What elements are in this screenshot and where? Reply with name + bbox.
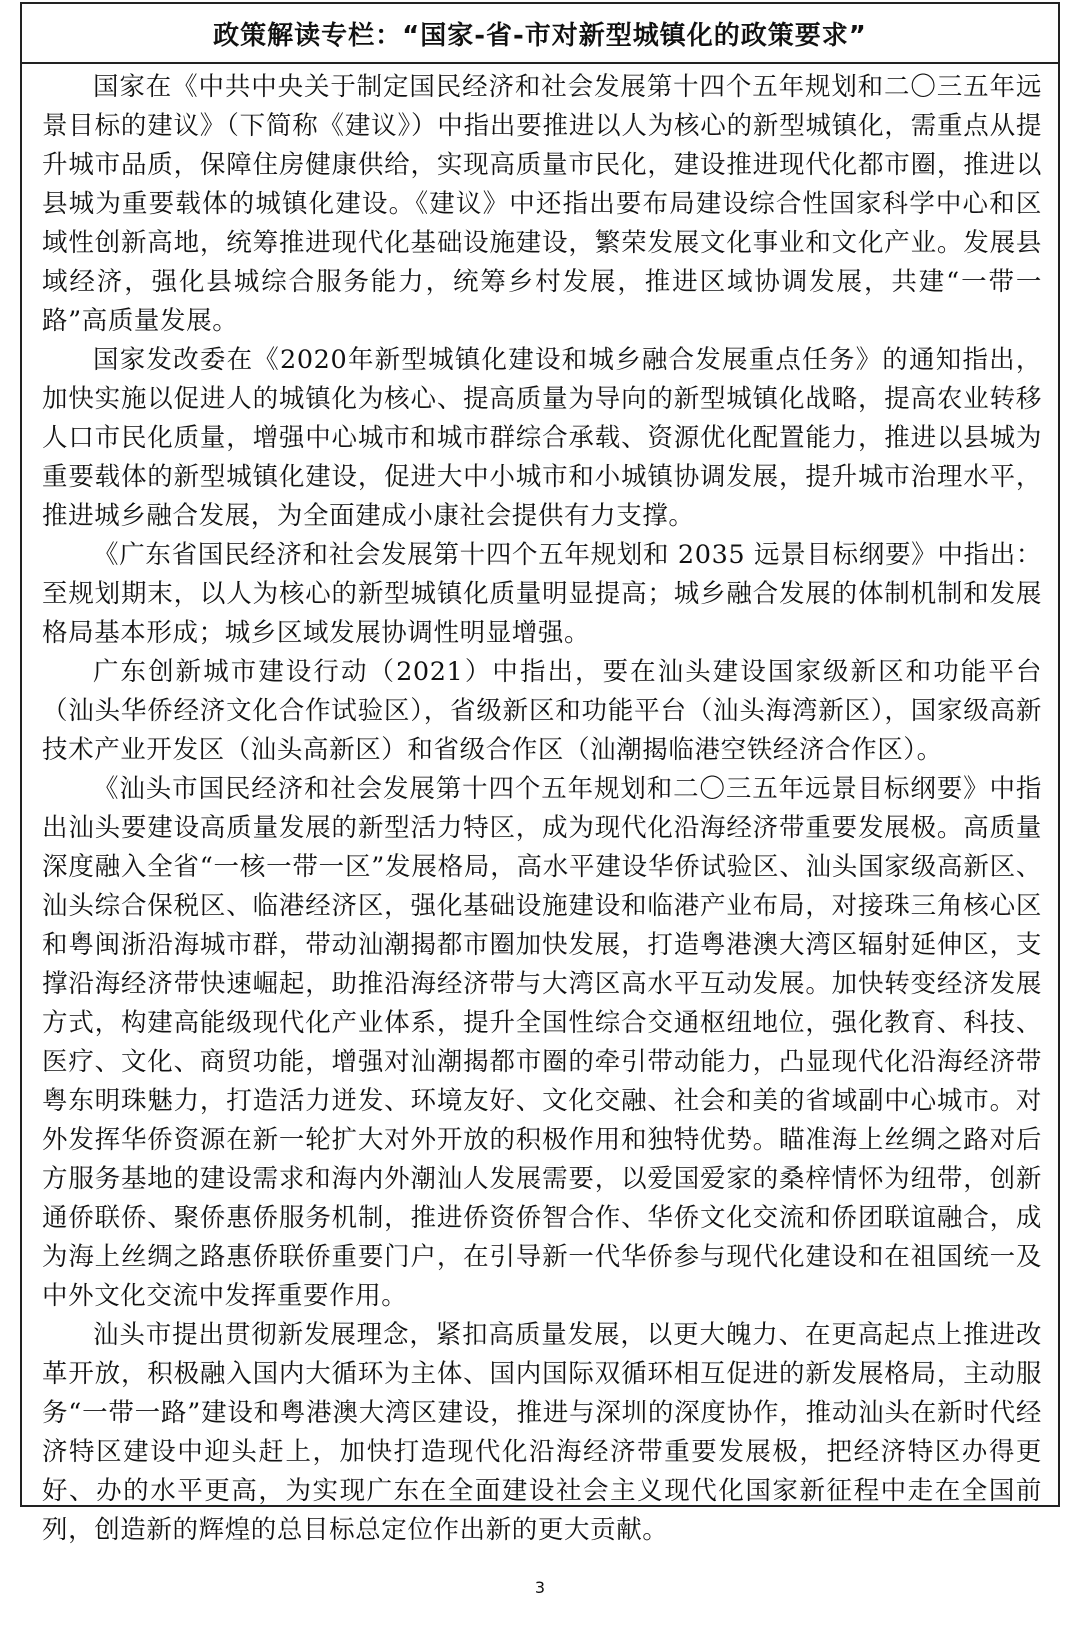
- paragraph-ndrc-notice: 国家发改委在《2020年新型城镇化建设和城乡融合发展重点任务》的通知指出，加快实施以促进人的城镇化为核心、提高质量为导向的新型城镇化战略，提高农业转移人口市民化质量，增强中心城市和城市群综合承载、资源优化配置能力，推进以县城为重要载体的新型城镇化建设，促进大中小城市和小城镇协调发展，提升城市治理水平，推进城乡融合发展，为全面建成小康社会提供有力支撑。: [42, 345, 1042, 531]
- paragraph-shantou-outline: 《汕头市国民经济和社会发展第十四个五年规划和二〇三五年远景目标纲要》中指出汕头要建设高质量发展的新型活力特区，成为现代化沿海经济带重要发展极。高质量深度融入全省“一核一带一区”发展格局，高水平建设华侨试验区、汕头国家级高新区、汕头综合保税区、临港经济区，强化基础设施建设和临港产业布局，对接珠三角核心区和粤闽浙沿海城市群，带动汕潮揭都市圈加快发展，打造粤港澳大湾区辐射延伸区，支撑沿海经济带快速崛起，助推沿海经济带与大湾区高水平互动发展。加快转变经济发展方式，构建高能级现代化产业体系，提升全国性综合交通枢纽地位，强化教育、科技、医疗、文化、商贸功能，增强对汕潮揭都市圈的牵引带动能力，凸显现代化沿海经济带粤东明珠魅力，打造活力迸发、环境友好、文化交融、社会和美的省域副中心城市。对外发挥华侨资源在新一轮扩大对外开放的积极作用和独特优势。瞄准海上丝绸之路对后方服务基地的建设需求和海内外潮汕人发展需要，以爱国爱家的桑梓情怀为纽带，创新通侨联侨、聚侨惠侨服务机制，推进侨资侨智合作、华侨文化交流和侨团联谊融合，成为海上丝绸之路惠侨联侨重要门户，在引导新一代华侨参与现代化建设和在祖国统一及中外文化交流中发挥重要作用。: [42, 774, 1042, 1311]
- paragraph-national-proposal: 国家在《中共中央关于制定国民经济和社会发展第十四个五年规划和二〇三五年远景目标的建议》（下简称《建议》）中指出要推进以人为核心的新型城镇化，需重点从提升城市品质，保障住房健康供给，实现高质量市民化，建设推进现代化都市圈，推进以县城为重要载体的城镇化建设。《建议》中还指出要布局建设综合性国家科学中心和区域性创新高地，统筹推进现代化基础设施建设，繁荣发展文化事业和文化产业。发展县域经济，强化县城综合服务能力，统筹乡村发展，推进区域协调发展，共建“一带一路”高质量发展。: [42, 72, 1042, 336]
- paragraph-guangdong-innovation-city: 广东创新城市建设行动（2021）中指出，要在汕头建设国家级新区和功能平台（汕头华侨经济文化合作试验区），省级新区和功能平台（汕头海湾新区），国家级高新技术产业开发区（汕头高新区）和省级合作区（汕潮揭临港空铁经济合作区）。: [42, 657, 1042, 765]
- paragraph-shantou-goals: 汕头市提出贯彻新发展理念，紧扣高质量发展，以更大魄力、在更高起点上推进改革开放，积极融入国内大循环为主体、国内国际双循环相互促进的新发展格局，主动服务“一带一路”建设和粤港澳大湾区建设，推进与深圳的深度协作，推动汕头在新时代经济特区建设中迎头赶上，加快打造现代化沿海经济带重要发展极，把经济特区办得更好、办的水平更高，为实现广东在全面建设社会主义现代化国家新征程中走在全国前列，创造新的辉煌的总目标总定位作出新的更大贡献。: [42, 1320, 1042, 1545]
- policy-column-box: [20, 2, 1060, 1545]
- page-number: 3: [534, 1578, 546, 1597]
- paragraph-guangdong-outline: 《广东省国民经济和社会发展第十四个五年规划和 2035 远景目标纲要》中指出：至规划期末，以人为核心的新型城镇化质量明显提高；城乡融合发展的体制机制和发展格局基本形成；城乡区域发展协调性明显增强。: [42, 540, 1042, 648]
- column-body: [22, 64, 1058, 1550]
- column-title: 政策解读专栏：“国家-省-市对新型城镇化的政策要求”: [22, 4, 1058, 64]
